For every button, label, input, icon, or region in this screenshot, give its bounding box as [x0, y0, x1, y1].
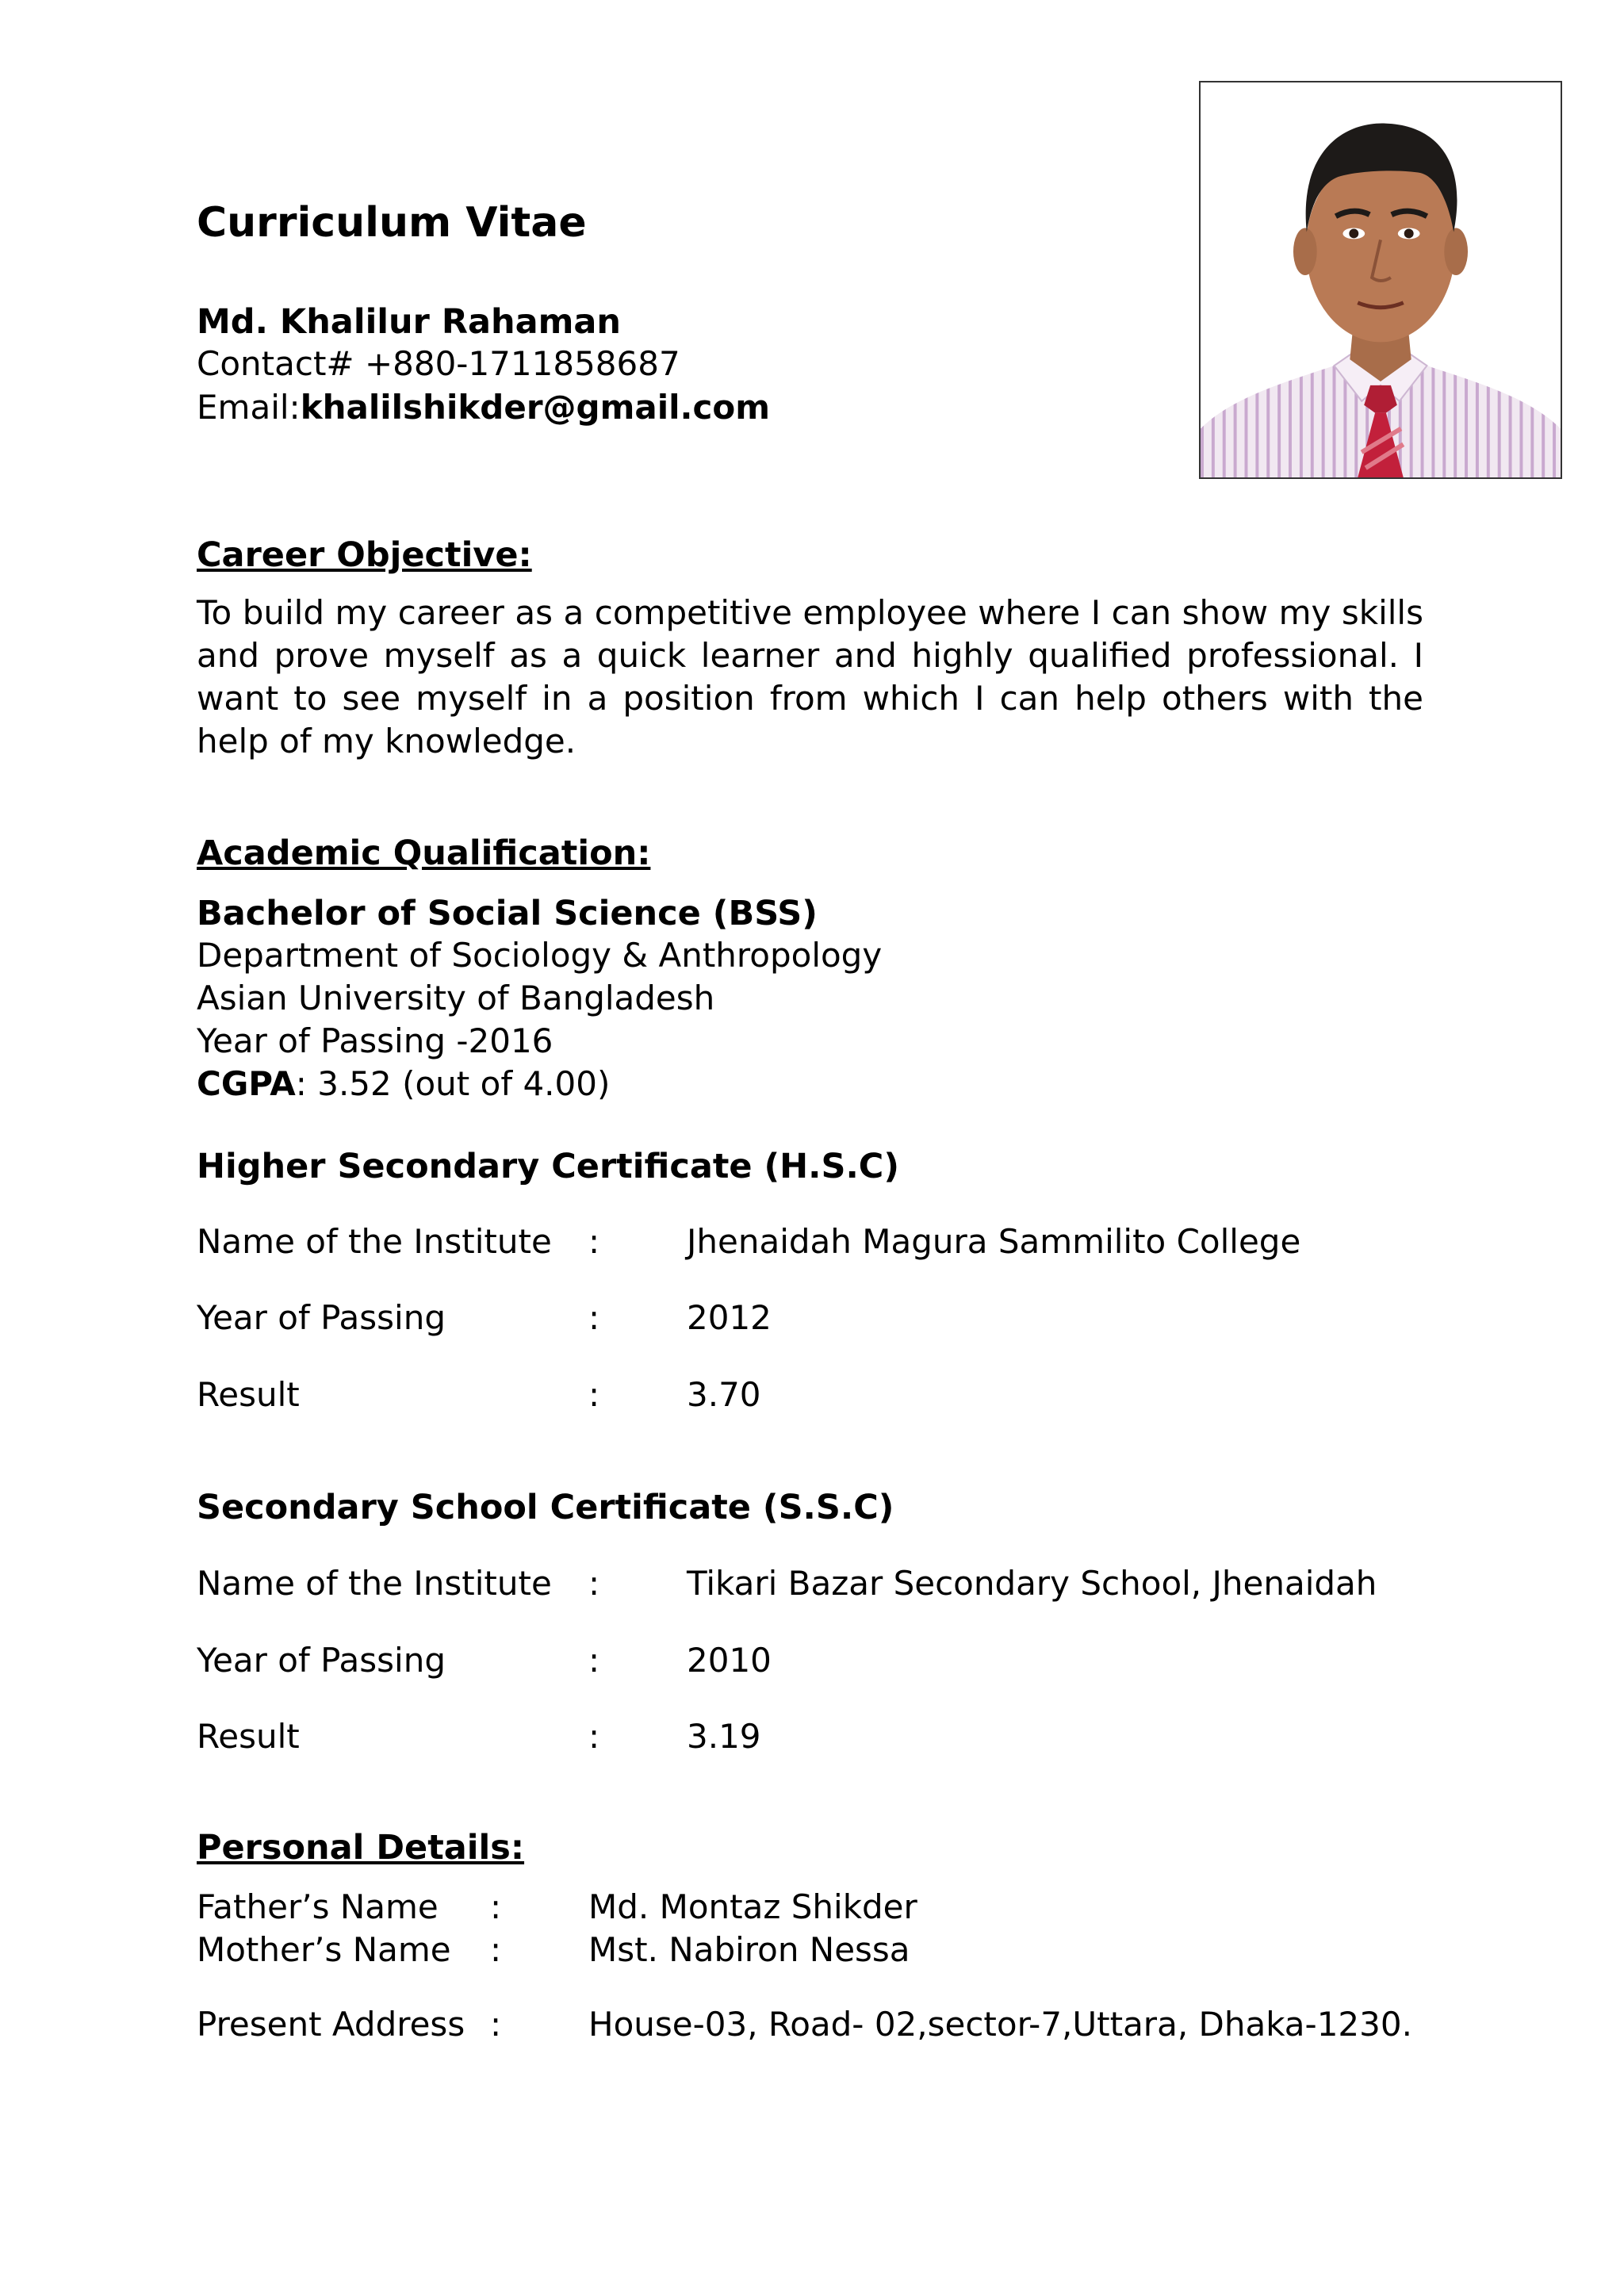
- bachelor-university: Asian University of Bangladesh: [197, 979, 715, 1017]
- ssc-result-label: Result: [197, 1717, 300, 1756]
- hsc-result-colon: :: [588, 1375, 600, 1414]
- academic-qualification-heading: Academic Qualification:: [197, 833, 651, 873]
- hsc-institute-colon: :: [588, 1222, 600, 1261]
- bachelor-department: Department of Sociology & Anthropology: [197, 936, 883, 975]
- present-address-value: House-03, Road- 02,sector-7,Uttara, Dhaka-1230.: [588, 2005, 1412, 2044]
- father-name-label: Father’s Name: [197, 1887, 439, 1926]
- ssc-year-value: 2010: [687, 1641, 772, 1680]
- hsc-title: Higher Secondary Certificate (H.S.C): [197, 1147, 900, 1186]
- ssc-year-colon: :: [588, 1641, 600, 1680]
- contact-number: Contact# +880-1711858687: [197, 344, 680, 383]
- father-name-value: Md. Montaz Shikder: [588, 1887, 917, 1926]
- ssc-year-label: Year of Passing: [197, 1641, 446, 1680]
- cgpa-label: CGPA: [197, 1064, 296, 1103]
- email-link[interactable]: khalilshikder@gmail.com: [300, 388, 770, 427]
- mother-name-value: Mst. Nabiron Nessa: [588, 1930, 910, 1969]
- personal-details-heading: Personal Details:: [197, 1828, 525, 1868]
- hsc-result-value: 3.70: [687, 1375, 761, 1414]
- email-label: Email:: [197, 388, 301, 427]
- ssc-institute-colon: :: [588, 1564, 600, 1603]
- profile-photo: [1199, 81, 1562, 479]
- cgpa-value: : 3.52 (out of 4.00): [295, 1064, 611, 1103]
- bachelor-cgpa: [197, 1063, 610, 1105]
- hsc-institute-value: Jhenaidah Magura Sammilito College: [687, 1222, 1301, 1261]
- hsc-institute-label: Name of the Institute: [197, 1222, 552, 1261]
- ssc-title: Secondary School Certificate (S.S.C): [197, 1488, 894, 1527]
- email-line: [197, 386, 770, 429]
- person-portrait-icon: [1201, 82, 1561, 477]
- mother-name-label: Mother’s Name: [197, 1930, 451, 1969]
- document-title: Curriculum Vitae: [197, 199, 587, 247]
- ssc-institute-value: Tikari Bazar Secondary School, Jhenaidah: [687, 1564, 1377, 1603]
- career-objective-text: To build my career as a competitive employee where I can show my skills and prove myself as a quick learner and highly qualified professional. I want to see myself in a position from which I can help others with the help of my knowledge.: [197, 593, 1423, 761]
- father-name-colon: :: [490, 1887, 502, 1926]
- ssc-institute-label: Name of the Institute: [197, 1564, 552, 1603]
- present-address-colon: :: [490, 2005, 502, 2044]
- candidate-name: Md. Khalilur Rahaman: [197, 302, 622, 342]
- hsc-year-label: Year of Passing: [197, 1298, 446, 1337]
- hsc-year-colon: :: [588, 1298, 600, 1337]
- hsc-result-label: Result: [197, 1375, 300, 1414]
- hsc-year-value: 2012: [687, 1298, 772, 1337]
- bachelor-year: Year of Passing -2016: [197, 1021, 553, 1060]
- present-address-label: Present Address: [197, 2005, 465, 2044]
- ssc-result-value: 3.19: [687, 1717, 761, 1756]
- career-objective-heading: Career Objective:: [197, 535, 532, 575]
- mother-name-colon: :: [490, 1930, 502, 1969]
- ssc-result-colon: :: [588, 1717, 600, 1756]
- bachelor-title: Bachelor of Social Science (BSS): [197, 894, 818, 933]
